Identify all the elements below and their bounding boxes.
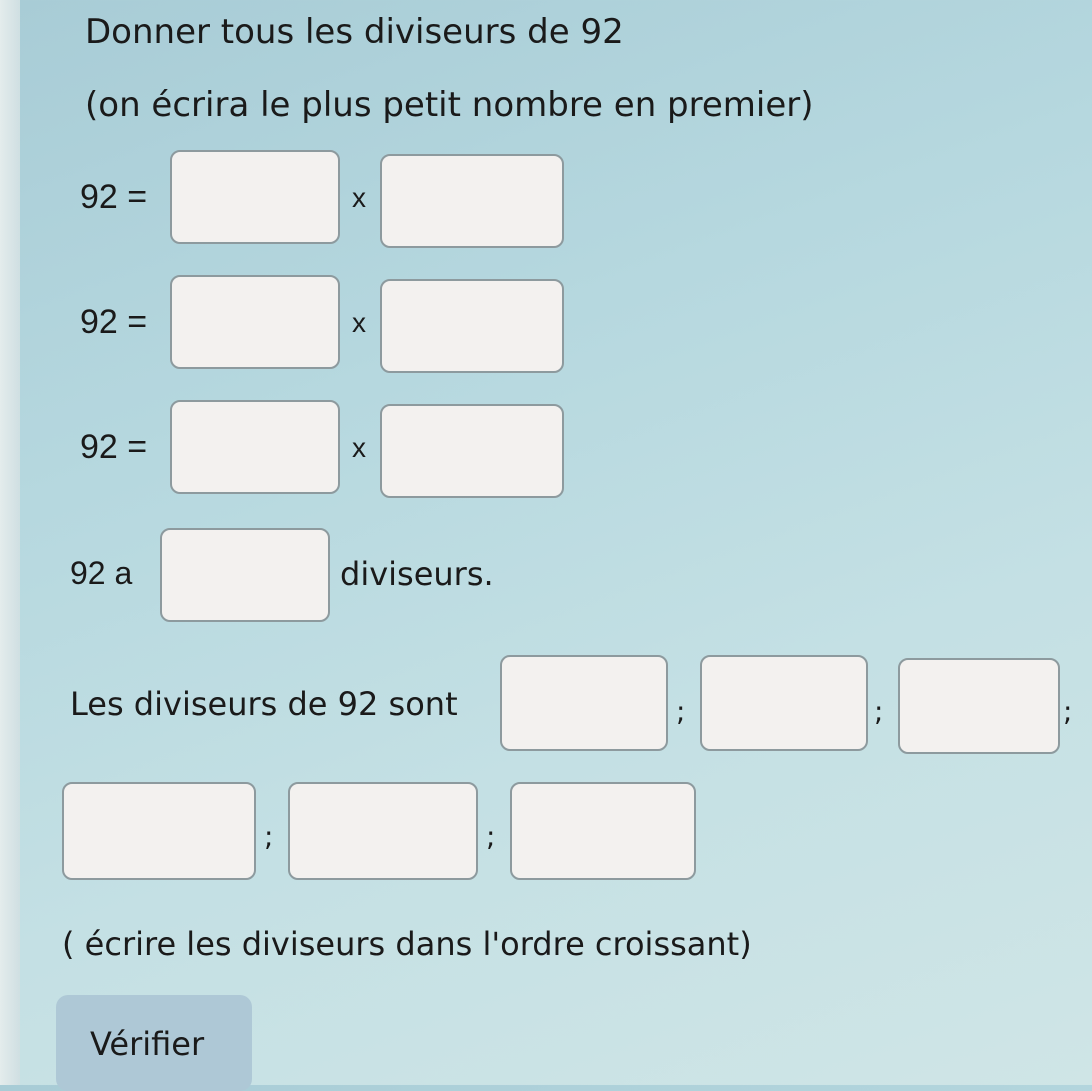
divisor-input-3[interactable] [898,658,1060,754]
divisor-input-5[interactable] [288,782,478,880]
divisor-count-input[interactable] [160,528,330,622]
factor-input-1[interactable] [170,150,340,244]
factor-input-2[interactable] [380,154,564,248]
divisor-input-4[interactable] [62,782,256,880]
equation-row [70,150,630,250]
order-hint: ( écrire les diviseurs dans l'ordre croissant) [62,925,752,963]
divisor-input-6[interactable] [510,782,696,880]
factor-input-1[interactable] [170,275,340,369]
divisors-list-label: Les diviseurs de 92 sont [70,685,458,723]
equation-row [70,400,630,500]
separator: ; [264,820,274,853]
count-prefix: 92 a [70,555,133,591]
factor-input-2[interactable] [380,279,564,373]
exercise-instruction: (on écrira le plus petit nombre en premier) [85,85,814,125]
exercise-title: Donner tous les diviseurs de 92 [85,12,624,52]
times-sign: x [352,182,366,213]
times-sign: x [352,307,366,338]
verify-button[interactable]: Vérifier [56,995,252,1091]
separator: ; [1063,695,1073,728]
separator: ; [676,695,686,728]
separator: ; [874,695,884,728]
equation-lhs: 92 = [80,178,148,216]
equation-lhs: 92 = [80,303,148,341]
times-sign: x [352,432,366,463]
equation-lhs: 92 = [80,428,148,466]
divisor-input-2[interactable] [700,655,868,751]
factor-input-2[interactable] [380,404,564,498]
separator: ; [486,820,496,853]
page-left-edge [0,0,20,1085]
factor-input-1[interactable] [170,400,340,494]
divisor-input-1[interactable] [500,655,668,751]
equation-row [70,275,630,375]
count-suffix: diviseurs. [340,555,494,593]
